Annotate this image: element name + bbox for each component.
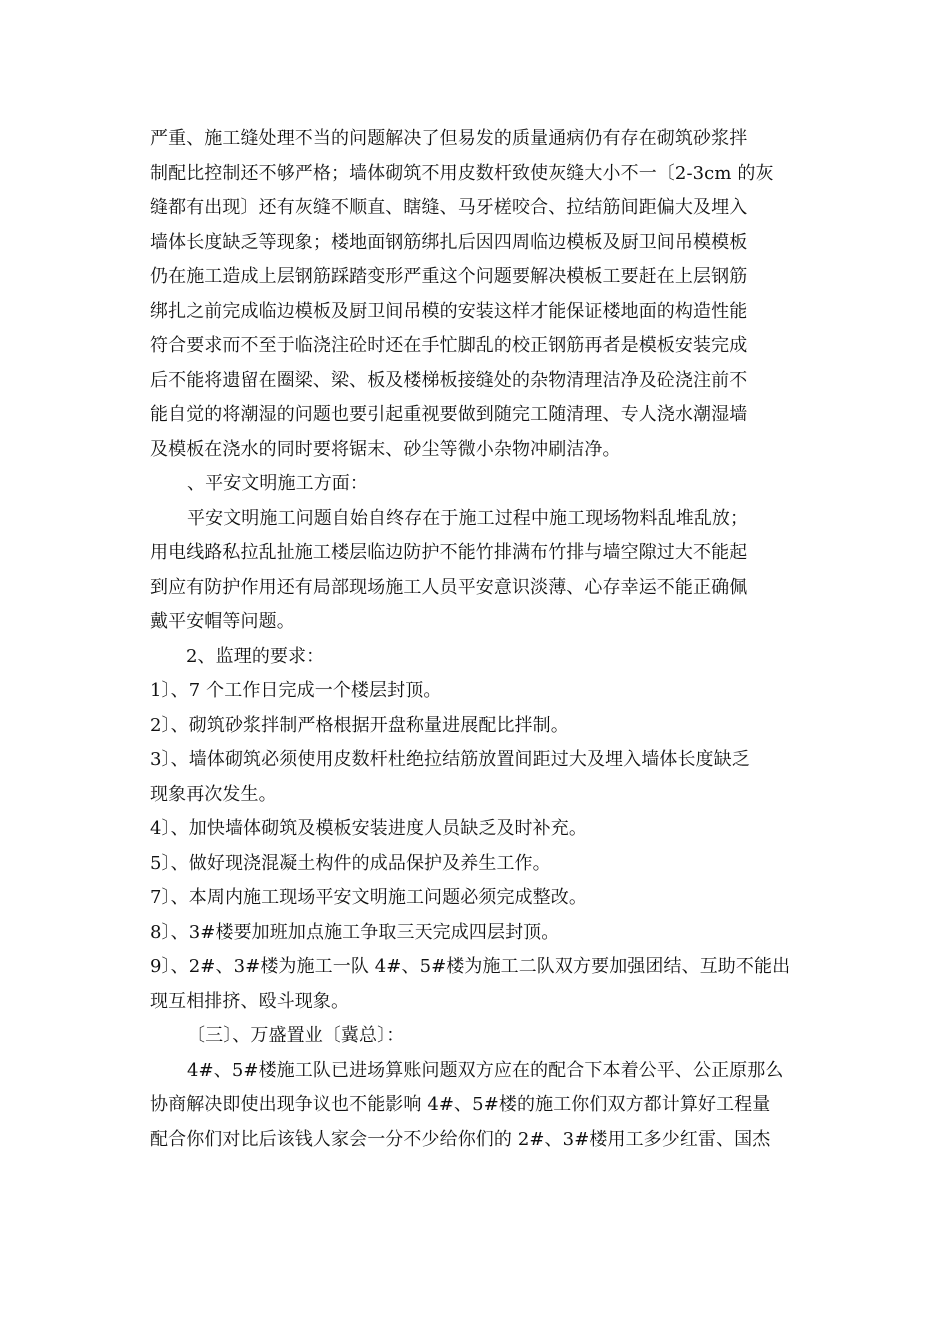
text-line: 绑扎之前完成临边模板及厨卫间吊模的安装这样才能保证楼地面的构造性能 <box>150 300 748 322</box>
safety-paragraph <box>150 502 800 640</box>
list-item: 7〕、本周内施工现场平安文明施工问题必须完成整改。 <box>150 887 587 908</box>
list-item: 8〕、3#楼要加班加点施工争取三天完成四层封顶。 <box>150 921 560 943</box>
text-line: 平安文明施工问题自始自终存在于施工过程中施工现场物料乱堆乱放； <box>187 507 749 529</box>
text-line: 符合要求而不至于临浇注砼时还在手忙脚乱的校正钢筋再者是模板安装完成 <box>150 335 748 356</box>
safety-heading: 、平安文明施工方面： <box>187 473 368 494</box>
text-line: 后不能将遗留在圈梁、梁、板及楼梯板接缝处的杂物清理洁净及砼浇注前不 <box>150 369 748 391</box>
text-line: 制配比控制还不够严格；墙体砌筑不用皮数杆致使灰缝大小不一〔2-3cm 的灰 <box>150 162 774 184</box>
list-item: 现象再次发生。 <box>150 783 277 805</box>
list-item: 3〕、墙体砌筑必须使用皮数杆杜绝拉结筋放置间距过大及埋入墙体长度缺乏 <box>150 749 750 770</box>
list-item: 2〕、砌筑砂浆拌制严格根据开盘称量进展配比拌制。 <box>150 714 569 736</box>
list-item: 9〕、2#、3#楼为施工一队 4#、5#楼为施工二队双方要加强团结、互助不能出 <box>150 956 791 977</box>
text-line: 配合你们对比后该钱人家会一分不少给你们的 2#、3#楼用工多少红雷、国杰 <box>150 1128 771 1150</box>
wansheng-paragraph <box>150 1054 800 1158</box>
text-line: 能自觉的将潮湿的问题也要引起重视要做到随完工随清理、专人浇水潮湿墙 <box>150 404 748 425</box>
list-item: 现互相排挤、殴斗现象。 <box>150 990 350 1012</box>
text-line: 协商解决即使出现争议也不能影响 4#、5#楼的施工你们双方都计算好工程量 <box>150 1094 771 1115</box>
text-line: 严重、施工缝处理不当的问题解决了但易发的质量通病仍有存在砌筑砂浆拌 <box>150 128 748 149</box>
text-line: 到应有防护作用还有局部现场施工人员平安意识淡薄、心存幸运不能正确佩 <box>150 576 748 598</box>
requirements-list <box>150 674 800 1019</box>
document-page <box>150 122 800 1157</box>
list-item: 4〕、加快墙体砌筑及模板安装进度人员缺乏及时补充。 <box>150 818 587 839</box>
text-line: 缝都有出现〕还有灰缝不顺直、瞎缝、马牙槎咬合、拉结筋间距偏大及埋入 <box>150 197 748 218</box>
text-line: 用电线路私拉乱扯施工楼层临边防护不能竹排满布竹排与墙空隙过大不能起 <box>150 542 748 563</box>
list-item: 5〕、做好现浇混凝土构件的成品保护及养生工作。 <box>150 852 551 874</box>
text-line: 戴平安帽等问题。 <box>150 611 295 632</box>
text-line: 仍在施工造成上层钢筋踩踏变形严重这个问题要解决模板工要赶在上层钢筋 <box>150 266 748 287</box>
list-item: 1〕、7 个工作日完成一个楼层封顶。 <box>150 680 442 701</box>
text-line: 及模板在浇水的同时要将锯末、砂尘等微小杂物冲刷洁净。 <box>150 438 621 460</box>
text-line: 墙体长度缺乏等现象；楼地面钢筋绑扎后因四周临边模板及厨卫间吊模模板 <box>150 231 748 253</box>
wansheng-heading: 〔三〕、万盛置业〔冀总〕： <box>187 1025 405 1046</box>
text-line: 4#、5#楼施工队已进场算账问题双方应在的配合下本着公平、公正原那么 <box>187 1059 784 1081</box>
quality-paragraph <box>150 122 800 467</box>
requirements-heading: 2、监理的要求： <box>186 645 325 667</box>
